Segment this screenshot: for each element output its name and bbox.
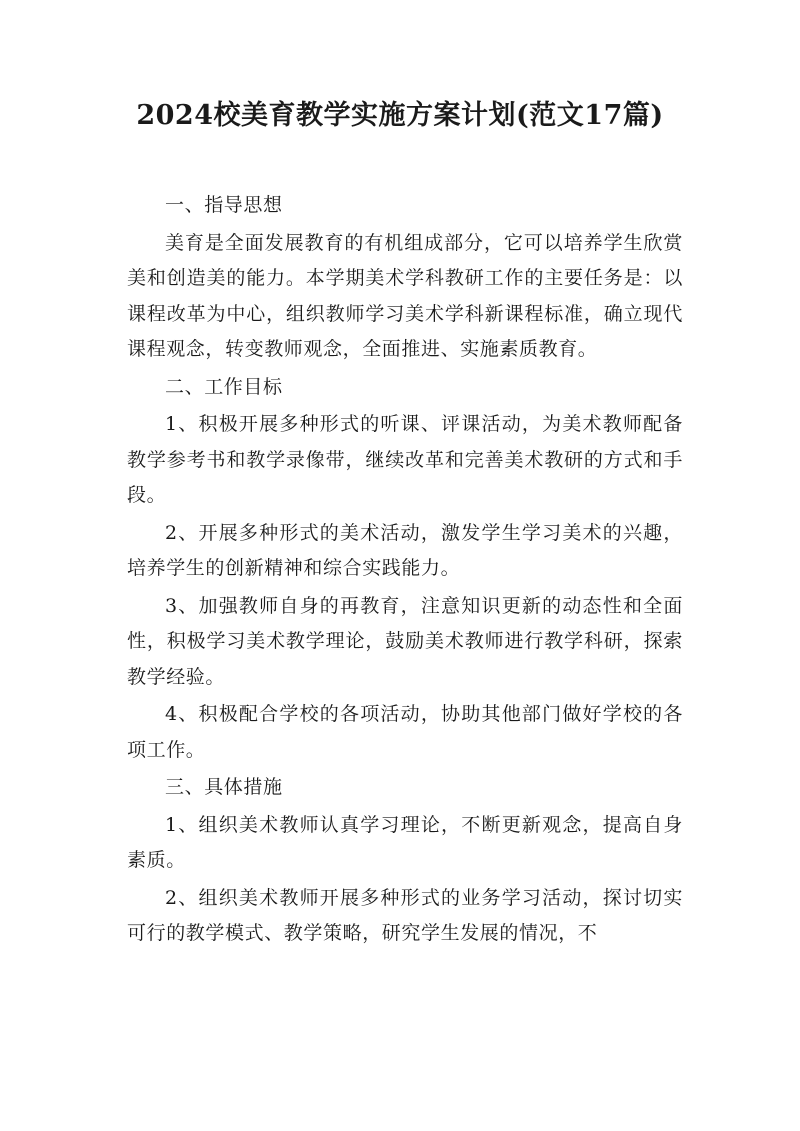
document-body (127, 188, 683, 952)
paragraph: 4、积极配合学校的各项活动，协助其他部门做好学校的各项工作。 (127, 703, 683, 761)
paragraph: 2、组织美术教师开展多种形式的业务学习活动，探讨切实可行的教学模式、教学策略，研究学生发展的情况，不 (127, 886, 683, 944)
paragraph: 3、加强教师自身的再教育，注意知识更新的动态性和全面性，积极学习美术教学理论，鼓励美术教师进行教学科研，探索教学经验。 (127, 594, 683, 688)
document-title: 2024校美育教学实施方案计划(范文17篇) (136, 100, 664, 131)
paragraph: 1、积极开展多种形式的听课、评课活动，为美术教师配备教学参考书和教学录像带，继续改革和完善美术教研的方式和手段。 (127, 413, 683, 506)
paragraph: 美育是全面发展教育的有机组成部分，它可以培养学生欣赏美和创造美的能力。本学期美术学科教研工作的主要任务是：以课程改革为中心，组织教师学习美术学科新课程标准，确立现代课程观念，转变教师观念，全面推进、实施素质教育。 (127, 231, 683, 360)
section-heading-guiding-ideology: 一、指导思想 (165, 194, 283, 216)
paragraph: 2、开展多种形式的美术活动，激发学生学习美术的兴趣，培养学生的创新精神和综合实践能力。 (127, 521, 683, 579)
section-heading-work-goals: 二、工作目标 (165, 375, 283, 398)
section-heading-specific-measures: 三、具体措施 (165, 776, 283, 798)
paragraph: 1、组织美术教师认真学习理论，不断更新观念，提高自身素质。 (127, 813, 683, 871)
